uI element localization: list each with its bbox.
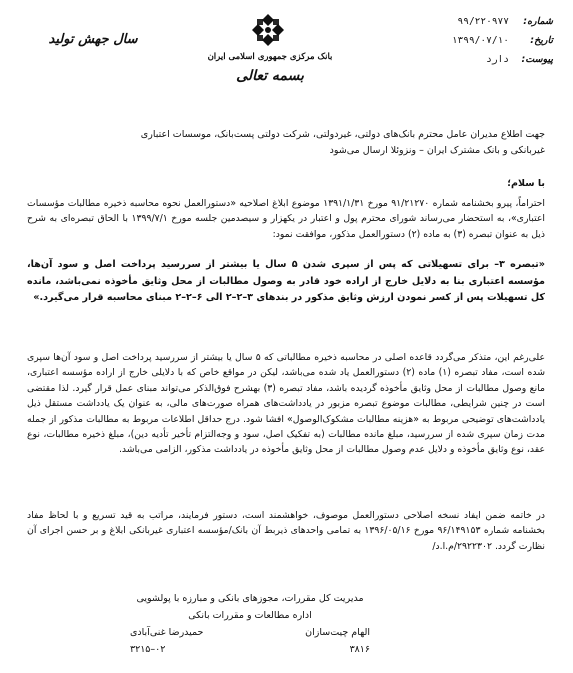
central-bank-logo-icon [250,12,286,48]
signature-block [130,590,370,658]
number-value: ۹۹/۲۲۰۹۷۷ [457,16,509,27]
date-value: ۱۳۹۹/۰۷/۱۰ [451,35,509,46]
extension-right: ۳۸۱۶ [349,644,370,655]
bank-name: بانک مرکزی جمهوری اسلامی ایران [207,52,333,62]
greeting: با سلام؛ [507,178,545,189]
bismillah-calligraphy: بسمه تعالی [236,68,304,84]
signatory-extensions [130,641,370,658]
signatory-left: حمیدرضا غنی‌آبادی [130,627,204,638]
signatory-names [130,624,370,641]
paragraph-2: علی‌رغم این، متذکر می‌گردد قاعده اصلی در محاسبه ذخیره مطالباتی که ۵ سال یا بیشتر از سررسید پرداخت اصل و سود آن‌ها سپری شده است، مفاد تبصره (۱) ماده (۲) دستورالعمل یاد شده می‌باشد، لیکن در مواقع خاص که با دلایلی خارج از اراده مؤسسه اعتباری، مانع وصول مطالبات از محل وثایق مأخوذه گردیده باشد، مفاد تبصره (۳) بهشرح فوق‌الذکر می‌تواند مبنای عمل قرار گیرد. لذا مقتضی است در چنین شرایطی، مطالبات موضوع تبصره مزبور در یادداشت‌های همراه صورت‌های مالی، به عنوان یک یادداشت مستقل ذیل یادداشت‌های توضیحی مربوط به «هزینه مطالبات مشکوک‌الوصول» افشا شود. درج حداقل اطلاعات مربوط به مطالبات مذکور از جمله مدت زمان سپری شده از سررسید، مبلغ مانده مطالبات (به تفکیک اصل، سود و وجه‌التزام تأخیر تأدیه دین)، مبلغ ذخیره مطالبات، نوع عقد، نوع وثایق مأخوذه و دلایل عدم وصول مطالبات از محل وثایق مأخوذه در یادداشت مذکور، الزامی می‌باشد. [27,352,545,456]
date-label: تاریخ: [530,35,553,46]
department-line-2: اداره مطالعات و مقررات بانکی [188,610,312,621]
year-slogan: سال جهش تولید [48,32,138,47]
extension-left: ۰۲–۳۲۱۵ [130,644,166,655]
recipients-line-1: جهت اطلاع مدیران عامل محترم بانک‌های دولتی، غیردولتی، شرکت دولتی پست‌بانک، موسسات اعتباری [140,129,545,140]
recipients-line-2: غیربانکی و بانک مشترک ایران – ونزوئلا ارسال می‌شود [329,145,545,156]
paragraph-1: احتراماً، پیرو بخشنامه شماره ۹۱/۲۱۲۷۰ مورخ ۱۳۹۱/۱/۳۱ موضوع ابلاغ اصلاحیه «دستورالعمل نحوه محاسبه ذخیره مطالبات مؤسسات اعتباری»، به استحضار می‌رساند شورای محترم پول و اعتبار در یکهزار و سیصدمین جلسه مورخ ۱۳۹۹/۷/۱ با الحاق تبصره‌ای به شرح ذیل به عنوان تبصره (۳) به ماده (۲) دستورالعمل مذکور، موافقت نمود: [27,198,546,240]
attachment-row [413,50,553,69]
number-label: شماره: [523,16,553,27]
attachment-value: دارد [486,54,509,65]
department-line-1: مدیریت کل مقررات، مجوزهای بانکی و مبارزه با پولشویی [136,593,364,604]
letter-meta [413,12,553,69]
recipients [25,127,545,159]
paragraph-3: در خاتمه ضمن ایفاد نسخه اصلاحی دستورالعمل موصوف، خواهشمند است، دستور فرمایند، مراتب به قید تسریع و با لحاظ مفاد بخشنامه شماره ۹۶/۱۴۹۱۵۳ مورخ ۱۳۹۶/۰۵/۱۶ به تمامی واحدهای ذیربط آن بانک/مؤسسه اعتباری غیربانکی ابلاغ و بر حسن اجرای آن نظارت گردد. ۲۹۲۲۳۰۲/م.ا.د/ [27,510,545,552]
amendment-quote: «تبصره ۳– برای تسهیلاتی که پس از سپری شدن ۵ سال یا بیشتر از سررسید پرداخت اصل و سود آن‌ها، مؤسسه اعتباری بنا به دلایل خارج از اراده خود قادر به وصول مطالبات از محل وثایق مأخوذه نمی‌باشد، مانده کل تسهیلات پس از کسر نمودن ارزش وثایق مذکور در بندهای ۳–۲–۲ الی ۶–۲–۲ مبنای محاسبه قرار می‌گیرد.» [27,259,545,303]
number-row [413,12,553,31]
signatory-right: الهام چیت‌سازان [305,627,370,638]
date-row [413,31,553,50]
attachment-label: پیوست: [521,54,553,65]
